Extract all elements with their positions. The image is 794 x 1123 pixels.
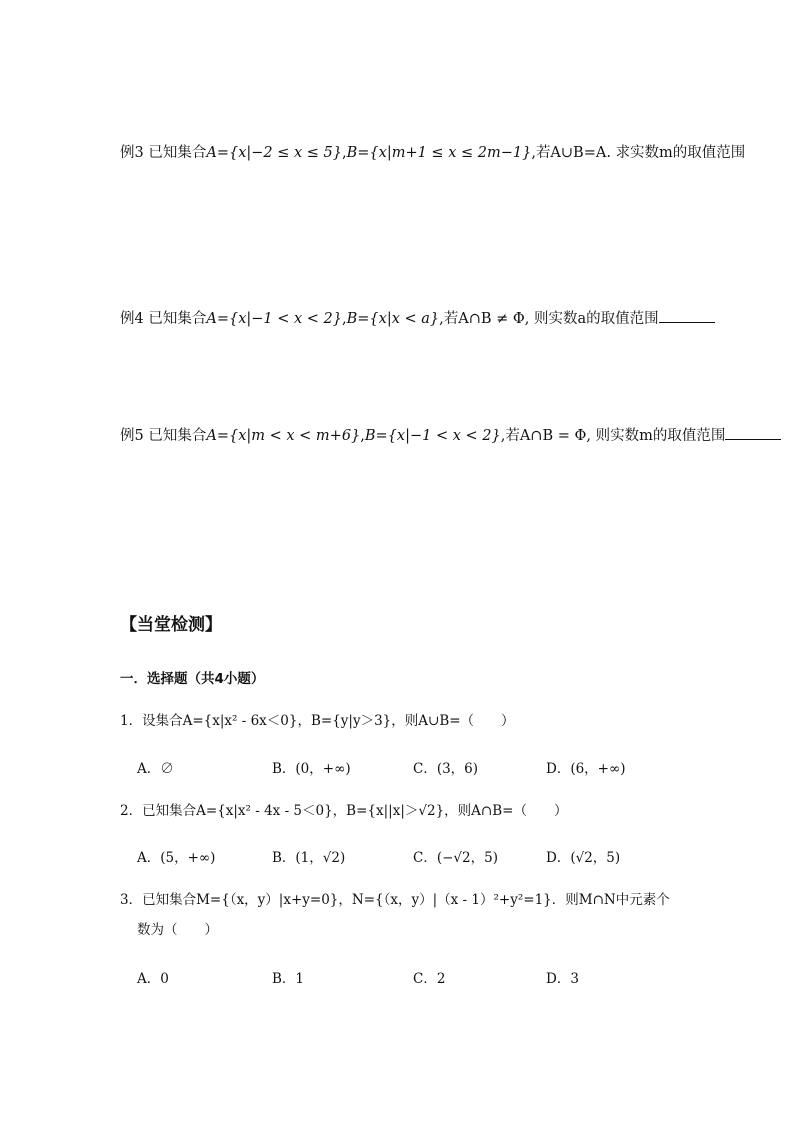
example-4-label: 例4 已知集合 [120, 311, 207, 327]
question-3-option-b[interactable]: B．1 [272, 971, 305, 987]
question-2-option-b[interactable]: B．(1，√2) [272, 850, 346, 866]
question-2-option-a[interactable]: A．(5，+∞) [137, 850, 216, 866]
section-title: 一．选择题（共4小题） [120, 671, 265, 687]
example-3: 例3 已知集合A={x|−2 ≤ x ≤ 5},B={x|m+1 ≤ x ≤ 2m−1},若A∪B=A. 求实数m的取值范围 [120, 145, 746, 161]
question-2-option-c[interactable]: C．(−√2，5) [413, 850, 498, 866]
example-4-set-a: A={x|−1 < x < 2} [206, 311, 342, 327]
example-4: 例4 已知集合A={x|−1 < x < 2},B={x|x < a},若A∩B ≠ Φ, 则实数a的取值范围 [120, 308, 715, 329]
example-4-set-b: B={x|x < a} [346, 311, 440, 327]
question-2-option-d[interactable]: D．(√2，5) [546, 850, 621, 866]
question-1-option-d[interactable]: D．(6，+∞) [546, 761, 626, 777]
question-1-option-a[interactable]: A．∅ [137, 761, 174, 777]
question-2-stem: 2．已知集合A={x|x² - 4x - 5＜0}，B={x||x|＞√2}，则A∩B=（ ） [120, 803, 568, 819]
example-5: 例5 已知集合A={x|m < x < m+6},B={x|−1 < x < 2},若A∩B = Φ, 则实数m的取值范围 [120, 425, 781, 446]
example-5-ask: 则实数m的取值范围 [595, 428, 726, 444]
example-5-set-b: B={x|−1 < x < 2} [364, 428, 501, 444]
answer-blank[interactable] [659, 308, 715, 323]
question-3-option-d[interactable]: D．3 [546, 971, 579, 987]
section-heading: 【当堂检测】 [120, 615, 222, 635]
example-3-condition: 若A∪B=A. [535, 145, 611, 161]
question-3-option-a[interactable]: A．0 [137, 971, 169, 987]
example-3-ask: 求实数m的取值范围 [615, 145, 746, 161]
example-4-ask: 则实数a的取值范围 [533, 311, 659, 327]
question-3-stem: 3．已知集合M={（x，y）|x+y=0}，N={（x，y）|（x - 1）²+y²=1}．则M∩N中元素个 [120, 892, 670, 908]
question-1-option-c[interactable]: C．(3，6) [413, 761, 479, 777]
question-3-option-c[interactable]: C．2 [413, 971, 446, 987]
example-5-condition: 若A∩B = Φ, [505, 428, 591, 444]
question-1-option-b[interactable]: B．(0，+∞) [272, 761, 351, 777]
example-3-set-a: A={x|−2 ≤ x ≤ 5} [206, 145, 342, 161]
example-4-condition: 若A∩B ≠ Φ, [443, 311, 530, 327]
question-3-stem-continued: 数为（ ） [137, 922, 218, 938]
example-3-label: 例3 已知集合 [120, 145, 207, 161]
answer-blank[interactable] [725, 425, 781, 440]
example-5-set-a: A={x|m < x < m+6} [206, 428, 361, 444]
example-5-label: 例5 已知集合 [120, 428, 207, 444]
question-1-stem: 1．设集合A={x|x² - 6x＜0}，B={y|y＞3}，则A∪B=（ ） [120, 713, 515, 729]
example-3-set-b: B={x|m+1 ≤ x ≤ 2m−1} [346, 145, 532, 161]
